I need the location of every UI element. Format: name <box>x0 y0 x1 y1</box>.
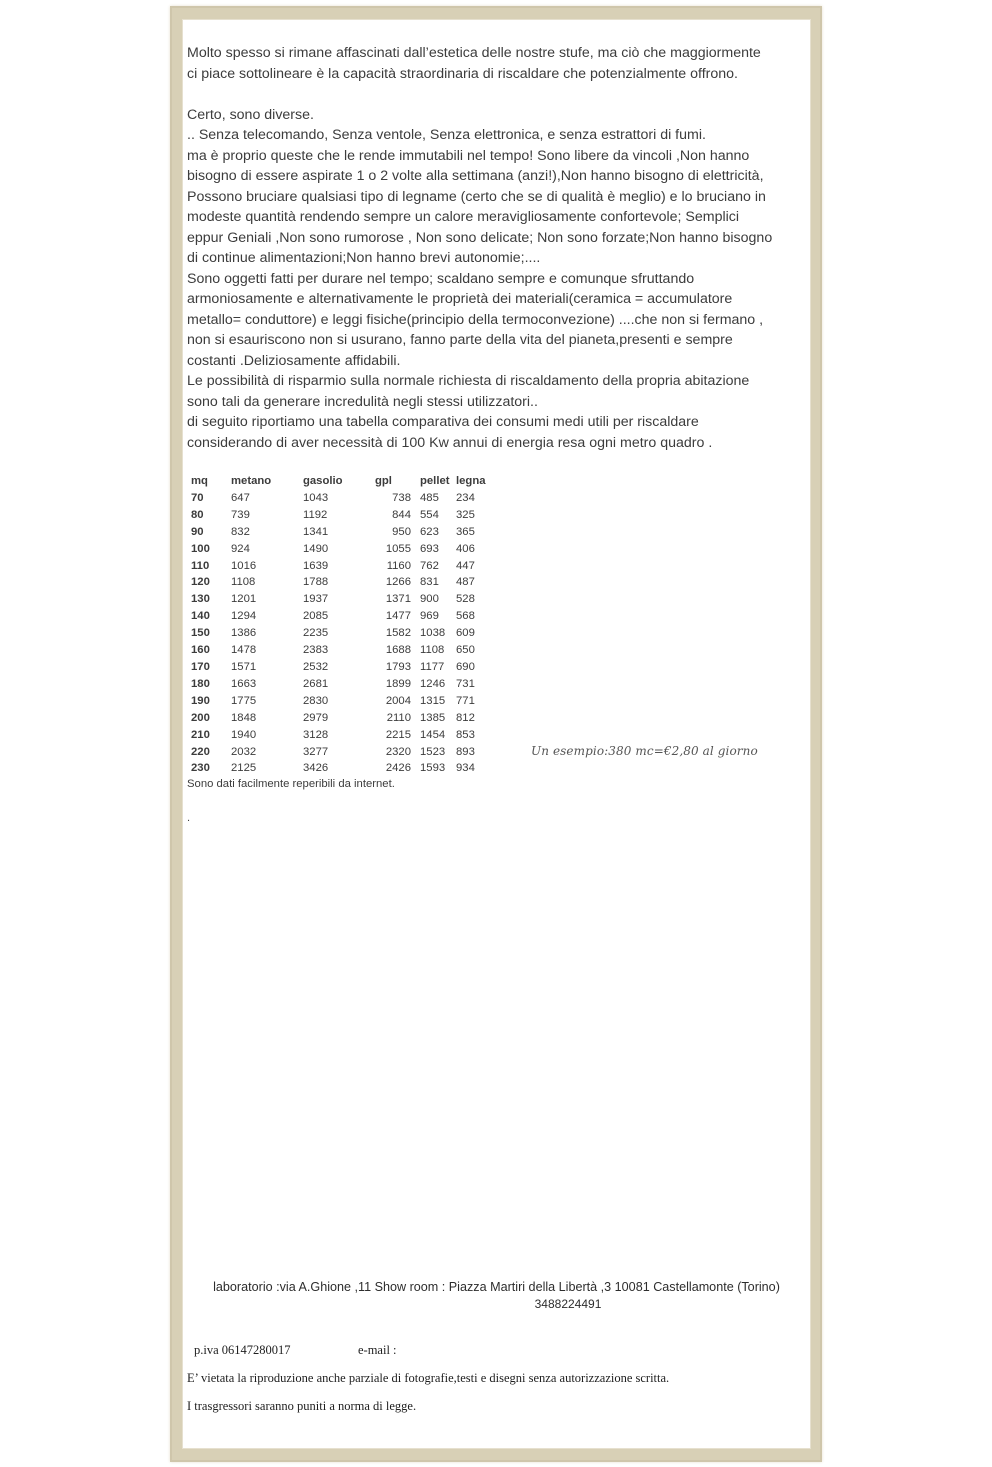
header-gasolio: gasolio <box>303 475 343 487</box>
header-pellet: pellet <box>420 475 450 487</box>
cell-metano: 1663 <box>231 677 257 690</box>
table-row <box>187 558 496 575</box>
cell-metano: 1478 <box>231 644 257 657</box>
table-row <box>187 574 496 591</box>
cell-metano: 2125 <box>231 762 257 775</box>
legal-notice: E’ vietata la riproduzione anche parziale di fotografie,testi e disegni senza autorizzazione scritta. <box>187 1371 670 1385</box>
cell-gasolio: 1788 <box>303 576 329 589</box>
header-gpl: gpl <box>375 475 392 487</box>
cell-legna: 234 <box>456 491 475 504</box>
intro-paragraph-2: Certo, sono diverse. .. Senza telecomando, Senza ventole, Senza elettronica, e senza estrattori di fumi. ma è proprio queste che le rende immutabili nel tempo! Sono libere da vincoli ,Non hanno bisogno di essere aspirate 1 o 2 volte alla settimana (anzi!),Non hanno bisogno di elettricità, Possono bruciare qualsiasi tipo di legname (certo che se di qualità è meglio) e lo bruciano in modeste quantità rendendo sempre un calore meravigliosamente confortevole; Semplici eppur Geniali ,Non sono rumorose , Non sono delicate; Non sono forzate;Non hanno bisogno di continue alimentazioni;Non hanno brevi autonomie;.... Sono oggetti fatti per durare nel tempo; scaldano sempre e comunque sfruttando armoniosamente e alternativamente le proprietà dei materiali(ceramica = accumulatore metallo= conduttore) e leggi fisiche(principio della termoconvezione) ....che non si fermano , non si esauriscono non si usurano, fanno parte della vita del pianeta,presenti e sempre costanti .Deliziosamente affidabili. Le possibilità di risparmio sulla normale richiesta di riscaldamento della propria abitazione sono tali da generare incredulità negli stessi utilizzatori.. di seguito riportiamo una tabella comparativa dei consumi medi utili per riscaldare considerando di aver necessità di 100 Kw annui di energia resa ogni metro quadro . <box>187 106 773 451</box>
cell-legna: 325 <box>456 508 475 521</box>
cell-gpl: 2426 <box>385 762 411 775</box>
header-legna: legna <box>456 475 486 487</box>
cell-mq: 70 <box>191 491 204 504</box>
cell-pellet: 969 <box>420 610 439 623</box>
legal-warning: I trasgressori saranno puniti a norma di legge. <box>187 1399 417 1413</box>
cell-gpl: 1160 <box>386 559 411 572</box>
cell-mq: 90 <box>191 525 204 538</box>
table-row <box>187 727 496 744</box>
cell-pellet: 831 <box>420 576 439 589</box>
stray-dot: . <box>187 812 191 824</box>
intro-text <box>187 43 812 453</box>
cell-gpl: 1055 <box>385 542 411 555</box>
table-row <box>187 591 496 608</box>
cell-gpl: 2110 <box>386 711 411 724</box>
cell-mq: 120 <box>191 576 210 589</box>
cell-gasolio: 1639 <box>303 559 329 572</box>
table-row <box>187 744 496 761</box>
cell-pellet: 762 <box>420 559 439 572</box>
table-note: Sono dati facilmente reperibili da internet. <box>187 778 395 790</box>
email-label: e-mail : <box>358 1343 397 1357</box>
cell-gasolio: 2085 <box>303 610 329 623</box>
footer-phone: 3488224491 <box>534 1297 602 1311</box>
cell-metano: 739 <box>231 508 250 521</box>
cell-metano: 924 <box>231 542 250 555</box>
cell-mq: 210 <box>191 728 210 741</box>
cell-gasolio: 1937 <box>303 593 329 606</box>
cell-gpl: 2215 <box>385 728 411 741</box>
cell-mq: 140 <box>191 610 210 623</box>
cell-metano: 1571 <box>231 660 257 673</box>
cell-gasolio: 3277 <box>303 745 329 758</box>
cell-pellet: 1108 <box>420 644 445 657</box>
cell-legna: 609 <box>456 627 475 640</box>
cell-gasolio: 2532 <box>303 660 329 673</box>
cell-metano: 1294 <box>231 610 257 623</box>
cell-legna: 650 <box>456 644 475 657</box>
cell-mq: 80 <box>191 508 204 521</box>
cell-gasolio: 2383 <box>303 644 329 657</box>
cell-gasolio: 3128 <box>303 728 329 741</box>
cell-metano: 832 <box>231 525 250 538</box>
cell-metano: 1848 <box>231 711 257 724</box>
cell-gasolio: 2681 <box>303 677 329 690</box>
cell-gpl: 738 <box>392 491 411 504</box>
cell-gpl: 950 <box>392 525 411 538</box>
cell-gasolio: 2235 <box>303 627 329 640</box>
cell-metano: 1108 <box>231 576 256 589</box>
cell-mq: 220 <box>191 745 210 758</box>
cell-gasolio: 1192 <box>303 508 328 521</box>
cell-pellet: 900 <box>420 593 439 606</box>
cell-pellet: 1246 <box>420 677 446 690</box>
cell-gpl: 2320 <box>385 745 411 758</box>
cell-mq: 190 <box>191 694 210 707</box>
table-header-row <box>187 473 496 490</box>
cell-pellet: 1315 <box>420 694 446 707</box>
cell-mq: 180 <box>191 677 210 690</box>
cell-pellet: 1385 <box>420 711 446 724</box>
cell-gpl: 1582 <box>385 627 411 640</box>
cell-gpl: 2004 <box>385 694 411 707</box>
cell-gpl: 1371 <box>385 593 411 606</box>
cell-pellet: 1523 <box>420 745 446 758</box>
cell-pellet: 623 <box>420 525 439 538</box>
cell-legna: 447 <box>456 559 475 572</box>
cell-gpl: 1899 <box>385 677 411 690</box>
cell-mq: 150 <box>191 627 210 640</box>
table-row <box>187 507 496 524</box>
cell-metano: 2032 <box>231 745 257 758</box>
cell-metano: 1201 <box>231 593 257 606</box>
cell-legna: 690 <box>456 660 475 673</box>
cell-metano: 1386 <box>231 627 257 640</box>
cell-legna: 406 <box>456 542 475 555</box>
vat-number: p.iva 06147280017 <box>194 1343 291 1357</box>
cell-mq: 200 <box>191 711 210 724</box>
cell-pellet: 1454 <box>420 728 446 741</box>
cell-mq: 130 <box>191 593 210 606</box>
cell-gpl: 1477 <box>385 610 411 623</box>
cell-mq: 170 <box>191 660 210 673</box>
cell-legna: 812 <box>456 711 475 724</box>
cell-pellet: 1177 <box>420 660 445 673</box>
cell-legna: 853 <box>456 728 475 741</box>
table-row <box>187 676 496 693</box>
cell-legna: 771 <box>456 694 475 707</box>
cell-pellet: 1593 <box>420 762 446 775</box>
cell-legna: 568 <box>456 610 475 623</box>
cell-pellet: 485 <box>420 491 439 504</box>
cell-gasolio: 1341 <box>303 525 329 538</box>
table-body <box>187 490 496 777</box>
example-note: Un esempio:380 mc=€2,80 al giorno <box>531 744 758 758</box>
intro-paragraph-1: Molto spesso si rimane affascinati dall’estetica delle nostre stufe, ma ciò che maggiormente ci piace sottolineare è la capacità straordinaria di riscaldare che potenzialmente offrono. <box>187 45 761 82</box>
table-row <box>187 659 496 676</box>
cell-metano: 1940 <box>231 728 257 741</box>
cell-mq: 100 <box>191 542 210 555</box>
table-row <box>187 541 496 558</box>
header-metano: metano <box>231 475 272 487</box>
cell-gpl: 844 <box>392 508 411 521</box>
footer-address: laboratorio :via A.Ghione ,11 Show room : Piazza Martiri della Libertà ,3 10081 Castellamonte (Torino) <box>213 1280 780 1294</box>
header-mq: mq <box>191 475 208 487</box>
table-row <box>187 693 496 710</box>
table-row <box>187 490 496 507</box>
table-row <box>187 760 496 777</box>
cell-legna: 365 <box>456 525 475 538</box>
cell-gasolio: 1490 <box>303 542 329 555</box>
cell-legna: 528 <box>456 593 475 606</box>
cell-mq: 160 <box>191 644 210 657</box>
cell-pellet: 554 <box>420 508 439 521</box>
consumption-table <box>187 473 496 777</box>
table-row <box>187 625 496 642</box>
cell-gasolio: 2979 <box>303 711 329 724</box>
cell-mq: 230 <box>191 762 210 775</box>
cell-mq: 110 <box>191 559 210 572</box>
cell-gasolio: 2830 <box>303 694 329 707</box>
cell-legna: 893 <box>456 745 475 758</box>
cell-gpl: 1688 <box>385 644 411 657</box>
cell-gasolio: 1043 <box>303 491 329 504</box>
cell-legna: 487 <box>456 576 475 589</box>
cell-metano: 647 <box>231 491 250 504</box>
cell-gasolio: 3426 <box>303 762 329 775</box>
cell-metano: 1775 <box>231 694 257 707</box>
table-row <box>187 642 496 659</box>
table-row <box>187 524 496 541</box>
cell-legna: 934 <box>456 762 475 775</box>
cell-metano: 1016 <box>231 559 257 572</box>
cell-legna: 731 <box>456 677 475 690</box>
cell-gpl: 1793 <box>385 660 411 673</box>
table-row <box>187 608 496 625</box>
table-row <box>187 710 496 727</box>
cell-pellet: 693 <box>420 542 439 555</box>
cell-pellet: 1038 <box>420 627 446 640</box>
cell-gpl: 1266 <box>385 576 411 589</box>
